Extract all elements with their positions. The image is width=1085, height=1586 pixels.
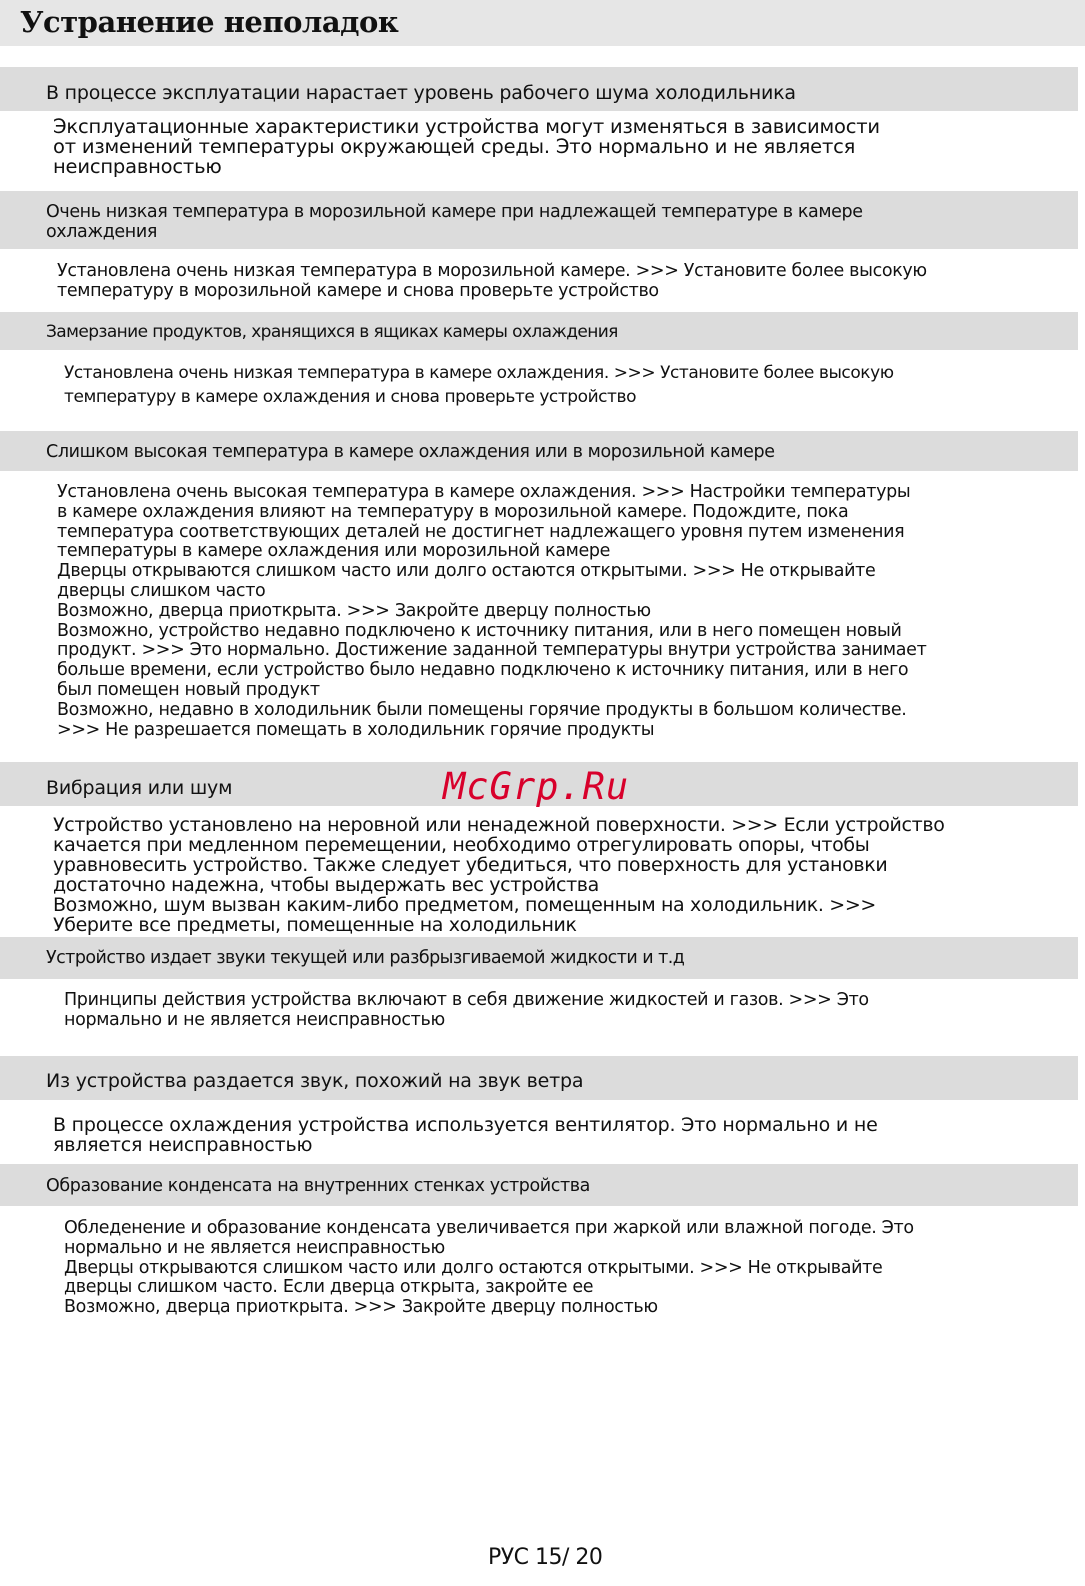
body-line: температура соответствующих деталей не достигнет надлежащего уровня путем изменения: [57, 521, 905, 542]
body-line: Установлена очень высокая температура в камере охлаждения. >>> Настройки температуры: [57, 482, 911, 502]
body-line: был помещен новый продукт: [57, 679, 320, 700]
section-heading: [46, 1071, 583, 1091]
section-body: [53, 117, 880, 177]
body-line: температуру в морозильной камере и снова проверьте устройство: [57, 280, 659, 301]
body-line: Возможно, дверца приоткрыта. >>> Закройте дверцу полностью: [64, 1297, 658, 1318]
body-line: Установлена очень низкая температура в морозильной камере. >>> Установите более высокую: [57, 261, 927, 281]
body-line: Возможно, недавно в холодильник были помещены горячие продукты в большом количестве.: [57, 699, 907, 720]
body-line: Эксплуатационные характеристики устройства могут изменяться в зависимости: [53, 115, 880, 138]
heading-line: Слишком высокая температура в камере охлаждения или в морозильной камере: [46, 442, 775, 462]
section-heading: [46, 1176, 590, 1196]
section-heading: [46, 948, 684, 968]
body-line: является неисправностью: [53, 1134, 313, 1156]
body-line: Устройство установлено на неровной или ненадежной поверхности. >>> Если устройство: [53, 814, 945, 836]
heading-line: Замерзание продуктов, хранящихся в ящиках камеры охлаждения: [46, 322, 618, 342]
body-line: в камере охлаждения влияют на температуру в морозильной камере. Подождите, пока: [57, 501, 849, 522]
body-line: качается при медленном перемещении, необходимо отрегулировать опоры, чтобы: [53, 834, 870, 856]
section-heading: [46, 322, 618, 342]
body-line: дверцы слишком часто: [57, 580, 266, 601]
body-line: от изменений температуры окружающей среды. Это нормально и не является: [53, 135, 856, 158]
section-body: [53, 815, 944, 935]
section-body: [57, 483, 926, 740]
heading-line: Вибрация или шум: [46, 777, 233, 799]
heading-line: В процессе эксплуатации нарастает уровень рабочего шума холодильника: [46, 82, 796, 104]
body-line: Возможно, дверца приоткрыта. >>> Закройте дверцу полностью: [57, 600, 651, 621]
body-line: Дверцы открываются слишком часто или долго остаются открытыми. >>> Не открывайте: [64, 1257, 883, 1278]
body-line: Обледенение и образование конденсата увеличивается при жаркой или влажной погоде. Это: [64, 1218, 914, 1238]
body-line: больше времени, если устройство было недавно подключено к источнику питания, или в него: [57, 660, 909, 681]
body-line: неисправностью: [53, 155, 222, 178]
page-number: РУС 15/ 20: [488, 1545, 603, 1570]
body-line: нормально и не является неисправностью: [64, 1009, 445, 1030]
section-body: [64, 361, 894, 409]
section-body: [53, 1115, 878, 1155]
body-line: Возможно, устройство недавно подключено к источнику питания, или в него помещен новый: [57, 620, 902, 641]
body-line: продукт. >>> Это нормально. Достижение заданной температуры внутри устройства занимает: [57, 640, 927, 661]
body-line: уравновесить устройство. Также следует убедиться, что поверхность для установки: [53, 854, 888, 876]
heading-line: охлаждения: [46, 222, 157, 242]
body-line: температуру в камере охлаждения и снова проверьте устройство: [64, 387, 637, 407]
body-line: нормально и не является неисправностью: [64, 1237, 445, 1258]
heading-line: Из устройства раздается звук, похожий на звук ветра: [46, 1070, 584, 1092]
section-body: [64, 991, 869, 1031]
body-line: Возможно, шум вызван каким-либо предметом, помещенным на холодильник. >>>: [53, 894, 876, 916]
body-line: Уберите все предметы, помещенные на холодильник: [53, 914, 577, 936]
body-line: Принципы действия устройства включают в себя движение жидкостей и газов. >>> Это: [64, 990, 869, 1010]
section-heading: [46, 778, 232, 798]
body-line: В процессе охлаждения устройства используется вентилятор. Это нормально и не: [53, 1114, 878, 1136]
section-body: [57, 262, 927, 302]
page-header: [0, 0, 1085, 46]
section-body: [64, 1219, 914, 1318]
body-line: Установлена очень низкая температура в камере охлаждения. >>> Установите более высокую: [64, 363, 894, 383]
page-title: Устранение неполадок: [20, 5, 399, 39]
heading-line: Образование конденсата на внутренних стенках устройства: [46, 1176, 590, 1196]
heading-line: Очень низкая температура в морозильной камере при надлежащей температуре в камере: [46, 202, 863, 222]
section-heading: [46, 442, 775, 462]
section-heading: [46, 83, 796, 103]
body-line: температуры в камере охлаждения или морозильной камере: [57, 541, 611, 562]
section-heading: [46, 202, 863, 242]
watermark: McGrp.Ru: [443, 765, 630, 808]
body-line: Дверцы открываются слишком часто или долго остаются открытыми. >>> Не открывайте: [57, 561, 876, 582]
heading-line: Устройство издает звуки текущей или разбрызгиваемой жидкости и т.д: [46, 948, 685, 968]
body-line: достаточно надежна, чтобы выдержать вес устройства: [53, 874, 599, 896]
body-line: дверцы слишком часто. Если дверца открыта, закройте ее: [64, 1277, 594, 1298]
body-line: >>> Не разрешается помещать в холодильник горячие продукты: [57, 719, 655, 740]
